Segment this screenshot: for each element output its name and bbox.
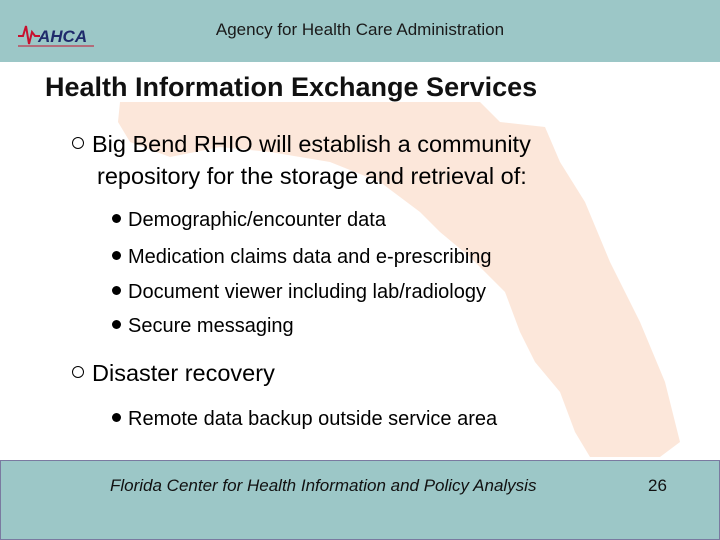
hollow-bullet-icon — [72, 137, 84, 149]
filled-bullet-icon — [112, 251, 121, 260]
sub-bullet — [112, 277, 486, 307]
sub-bullet-text: Secure messaging — [128, 315, 294, 337]
page-number: 26 — [648, 476, 667, 495]
filled-bullet-icon — [112, 214, 121, 223]
sub-bullet-text: Medication claims data and e-prescribing — [128, 246, 492, 268]
bullet-level1 — [72, 357, 275, 389]
hollow-bullet-icon — [72, 366, 84, 378]
sub-bullet — [112, 205, 386, 235]
sub-bullet-text: Demographic/encounter data — [128, 209, 386, 231]
bullet-level1 — [72, 128, 531, 160]
agency-title: Agency for Health Care Administration — [215, 20, 505, 39]
slide-title: Health Information Exchange Services — [45, 72, 538, 102]
sub-bullet — [112, 404, 497, 434]
bullet-text: Disaster recovery — [92, 360, 275, 386]
footer-band — [0, 460, 720, 540]
filled-bullet-icon — [112, 320, 121, 329]
sub-bullet-text: Remote data backup outside service area — [128, 408, 498, 430]
logo-text: AHCA — [38, 27, 88, 46]
filled-bullet-icon — [112, 286, 121, 295]
footer-text: Florida Center for Health Information and Policy Analysis — [110, 476, 537, 495]
filled-bullet-icon — [112, 413, 121, 422]
sub-bullet-text: Document viewer including lab/radiology — [128, 281, 486, 303]
sub-bullet — [112, 311, 294, 341]
bullet-level1-continued: repository for the storage and retrieval of: — [97, 163, 527, 189]
bullet-text: Big Bend RHIO will establish a community — [92, 131, 531, 157]
sub-bullet — [112, 242, 492, 272]
